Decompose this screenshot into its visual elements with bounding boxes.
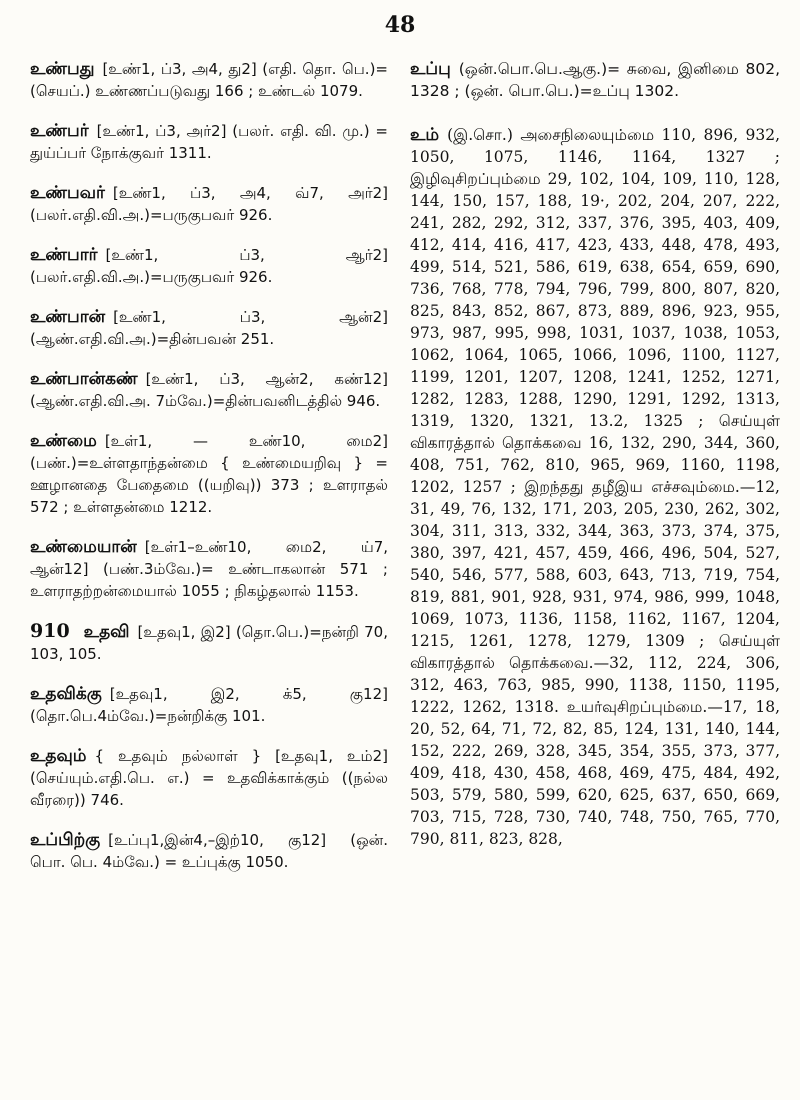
dictionary-entry bbox=[30, 683, 388, 727]
headword: உண்பர் bbox=[30, 121, 89, 141]
dictionary-entry bbox=[30, 536, 388, 602]
dictionary-entry bbox=[30, 306, 388, 350]
dictionary-entry bbox=[30, 58, 388, 102]
headword: உதவும் bbox=[30, 746, 87, 766]
dictionary-entry bbox=[410, 58, 780, 102]
dictionary-entry bbox=[410, 124, 780, 850]
dictionary-entry bbox=[30, 829, 388, 873]
entry-text: [உதவு1, இ2, க்5, கு12] (தொ.பெ.4ம்வே.)=நன்றிக்கு 101. bbox=[30, 685, 388, 725]
entry-text: [உப்பு1,இன்4,–இற்10, கு12] (ஒன். பொ. பெ. 4ம்வே.) = உப்புக்கு 1050. bbox=[30, 831, 388, 871]
entry-text: [உண்1, ப்3, ஆன்2] (ஆண்.எதி.வி.அ.)=தின்பவன் 251. bbox=[30, 308, 388, 348]
left-column bbox=[30, 58, 388, 891]
dictionary-entry bbox=[30, 244, 388, 288]
headword: உண்மையான் bbox=[30, 537, 137, 557]
entry-text: { உதவும் நல்லாள் } [உதவு1, உம்2] (செய்யும்.எதி.பெ. எ.) = உதவிக்காக்கும் ((நல்ல வீரரை)) 746. bbox=[30, 747, 388, 809]
dictionary-entry bbox=[30, 120, 388, 164]
headword: உம் bbox=[410, 125, 440, 145]
entry-text: [உண்1, ப்3, ஆர்2] (பலர்.எதி.வி.அ.)=பருகுபவர் 926. bbox=[30, 246, 388, 286]
right-column bbox=[410, 58, 780, 872]
headword: உப்பு bbox=[410, 59, 451, 79]
entry-text: [உண்1, ப்3, அ4, வ்7, அர்2] (பலர்.எதி.வி.அ.)=பருகுபவர் 926. bbox=[30, 184, 388, 224]
headword: உண்பார் bbox=[30, 245, 98, 265]
entry-text: [உள்1–உண்10, மை2, ய்7, ஆன்12] (பண்.3ம்வே.)= உண்டாகலான் 571 ; உளராதற்றன்மையால் 1055 ; நிகழ்தலால் 1153. bbox=[30, 538, 388, 600]
headword: உதவிக்கு bbox=[30, 684, 102, 704]
headword: உப்பிற்கு bbox=[30, 830, 101, 850]
dictionary-entry bbox=[30, 745, 388, 811]
dictionary-entry bbox=[30, 368, 388, 412]
entry-text: (இ.சொ.) அசைநிலையும்மை 110, 896, 932, 1050, 1075, 1146, 1164, 1327 ; இழிவுசிறப்பும்மை 29, 102, 104, 109, 110, 128, 144, 150, 157, 188, 19·, 202, 204, 207, 222, 241, 282, 292, 312, 337, 376, 395, 403, 409, 412, 414, 416, 417, 423, 433, 448, 478, 493, 499, 514, 521, 586, 619, 638, 654, 659, 690, 736, 768, 778, 794, 796, 799, 800, 807, 820, 825, 843, 852, 867, 873, 889, 896, 923, 955, 973, 987, 995, 998, 1031, 1037, 1038, 1053, 1062, 1064, 1065, 1066, 1096, 1100, 1127, 1199, 1201, 1207, 1208, 1241, 1252, 1271, 1282, 1283, 1288, 1290, 1291, 1292, 1313, 1319, 1320, 1321, 13.2, 1325 ; செய்யுள் விகாரத்தால் தொக்கவை 16, 132, 290, 344, 360, 408, 751, 762, 810, 965, 969, 1160, 1198, 1202, 1257 ; இறந்தது தழீஇய எச்சவும்மை.—12, 31, 49, 76, 132, 171, 203, 205, 230, 262, 302, 304, 311, 313, 332, 344, 363, 373, 374, 375, 380, 397, 421, 457, 459, 466, 496, 504, 527, 540, 546, 577, 588, 603, 643, 713, 719, 754, 819, 881, 901, 928, 931, 974, 986, 999, 1048, 1069, 1073, 1136, 1158, 1162, 1167, 1204, 1215, 1261, 1278, 1279, 1309 ; செய்யுள் விகாரத்தால் தொக்கவை.—32, 112, 224, 306, 312, 463, 763, 985, 990, 1138, 1150, 1195, 1222, 1262, 1318. உயர்வுசிறப்பும்மை.—17, 18, 20, 52, 64, 71, 72, 82, 85, 124, 131, 140, 144, 152, 222, 269, 328, 345, 354, 355, 373, 377, 409, 418, 430, 458, 468, 469, 475, 484, 492, 503, 579, 580, 599, 620, 625, 637, 650, 669, 703, 715, 728, 730, 740, 748, 750, 765, 770, 790, 811, 823, 828, bbox=[410, 126, 780, 848]
headword: உண்பது bbox=[30, 59, 95, 79]
dictionary-entry bbox=[30, 620, 388, 665]
headword: உதவி bbox=[83, 622, 130, 642]
entry-text: [உண்1, ப்3, ஆன்2, கண்12] (ஆண்.எதி.வி.அ. 7ம்வே.)=தின்பவனிடத்தில் 946. bbox=[30, 370, 388, 410]
headword: உண்பான் bbox=[30, 307, 106, 327]
dictionary-entry bbox=[30, 430, 388, 518]
entry-text: [உண்1, ப்3, அர்2] (பலர். எதி. வி. மு.) = துய்ப்பர் நோக்குவர் 1311. bbox=[30, 122, 388, 162]
entry-text: [உண்1, ப்3, அ4, து2] (எதி. தொ. பெ.)=(செயப்.) உண்ணப்படுவது 166 ; உண்டல் 1079. bbox=[30, 60, 388, 100]
entry-text: [உள்1, — உண்10, மை2] (பண்.)=உள்ளதாந்தன்மை { உண்மையறிவு } = ஊழானதை பேதைமை ((யறிவு)) 373 ; உளராதல் 572 ; உள்ளதன்மை 1212. bbox=[30, 432, 388, 516]
entry-number: 910 bbox=[30, 620, 70, 642]
page-number: 48 bbox=[384, 12, 416, 38]
entry-text: (ஒன்.பொ.பெ.ஆகு.)= சுவை, இனிமை 802, 1328 ; (ஒன். பொ.பெ.)=உப்பு 1302. bbox=[410, 60, 780, 100]
headword: உண்பான்கண் bbox=[30, 369, 138, 389]
headword: உண்பவர் bbox=[30, 183, 105, 203]
headword: உண்மை bbox=[30, 431, 97, 451]
dictionary-entry bbox=[30, 182, 388, 226]
entry-text: [உதவு1, இ2] (தொ.பெ.)=நன்றி 70, 103, 105. bbox=[30, 623, 388, 663]
